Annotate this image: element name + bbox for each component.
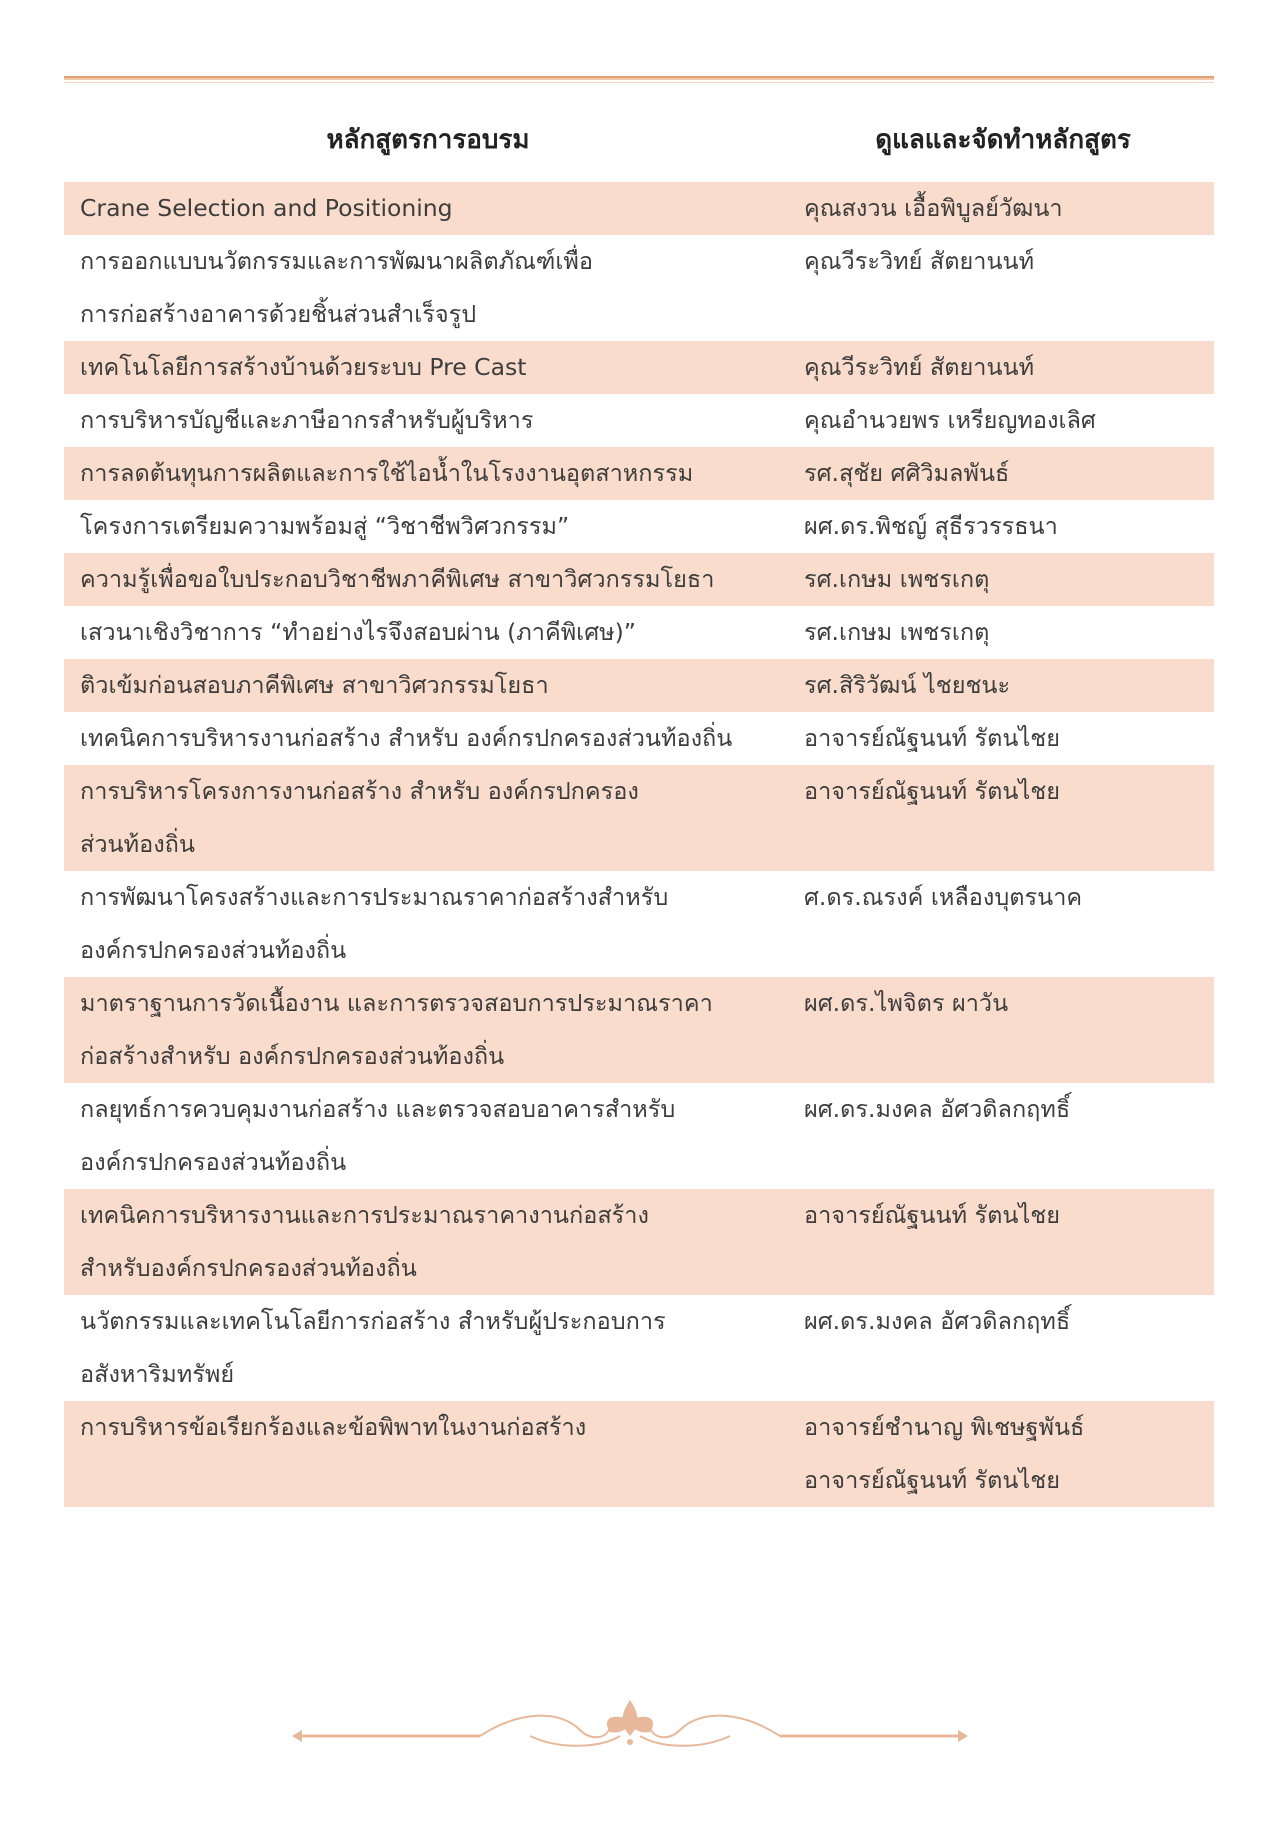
table-row (64, 182, 1214, 235)
course-cell (64, 606, 794, 659)
table-header (64, 96, 1214, 182)
course-line: ก่อสร้างสำหรับ องค์กรปกครองส่วนท้องถิ่น (80, 1042, 505, 1070)
owner-cell (794, 341, 1214, 394)
owner-cell (794, 871, 1214, 977)
course-line: การพัฒนาโครงสร้างและการประมาณราคาก่อสร้างสำหรับ (80, 883, 669, 911)
owner-line: คุณวีระวิทย์ สัตยานนท์ (804, 247, 1035, 275)
table-row (64, 500, 1214, 553)
course-line: นวัตกรรมและเทคโนโลยีการก่อสร้าง สำหรับผู้ประกอบการ (80, 1307, 666, 1335)
table-row (64, 1083, 1214, 1189)
owner-cell (794, 447, 1214, 500)
course-line: ความรู้เพื่อขอใบประกอบวิชาชีพภาคีพิเศษ สาขาวิศวกรรมโยธา (80, 565, 715, 593)
owner-line: รศ.เกษม เพชรเกตุ (804, 618, 990, 646)
course-cell (64, 659, 794, 712)
course-line: ติวเข้มก่อนสอบภาคีพิเศษ สาขาวิศวกรรมโยธา (80, 671, 549, 699)
course-line: การออกแบบนวัตกรรมและการพัฒนาผลิตภัณฑ์เพื่อ (80, 247, 594, 275)
owner-cell (794, 394, 1214, 447)
course-line: เสวนาเชิงวิชาการ “ทำอย่างไรจึงสอบผ่าน (ภาคีพิเศษ)” (80, 618, 636, 646)
table-body (64, 182, 1214, 1507)
top-rule (64, 76, 1214, 80)
table-row (64, 606, 1214, 659)
course-line: การบริหารบัญชีและภาษีอากรสำหรับผู้บริหาร (80, 406, 534, 434)
owner-cell (794, 235, 1214, 341)
course-cell (64, 712, 794, 765)
table-row (64, 1189, 1214, 1295)
owner-line: ผศ.ดร.พิชญ์ สุธีรวรรธนา (804, 512, 1058, 540)
course-line: อสังหาริมทรัพย์ (80, 1360, 235, 1388)
owner-cell (794, 553, 1214, 606)
owner-line: อาจารย์ชำนาญ พิเชษฐพันธ์ (804, 1413, 1085, 1441)
course-table (64, 96, 1214, 1507)
course-cell (64, 1189, 794, 1295)
owner-line: อาจารย์ณัฐนนท์ รัตนไชย (804, 724, 1061, 752)
header-owner: ดูแลและจัดทำหลักสูตร (875, 124, 1131, 155)
course-line: การลดต้นทุนการผลิตและการใช้ไอน้ำในโรงงานอุตสาหกรรม (80, 459, 694, 487)
owner-cell (794, 712, 1214, 765)
course-cell (64, 182, 794, 235)
table-row (64, 341, 1214, 394)
course-line: การบริหารโครงการงานก่อสร้าง สำหรับ องค์กรปกครอง (80, 777, 639, 805)
owner-line: รศ.เกษม เพชรเกตุ (804, 565, 990, 593)
course-line: การบริหารข้อเรียกร้องและข้อพิพาทในงานก่อสร้าง (80, 1413, 587, 1441)
owner-line: รศ.สุชัย ศศิวิมลพันธ์ (804, 459, 1010, 487)
course-cell (64, 1295, 794, 1401)
course-cell (64, 765, 794, 871)
table-row (64, 235, 1214, 341)
owner-cell (794, 182, 1214, 235)
course-cell (64, 1083, 794, 1189)
course-line: เทคนิคการบริหารงานก่อสร้าง สำหรับ องค์กรปกครองส่วนท้องถิ่น (80, 724, 733, 752)
owner-cell (794, 500, 1214, 553)
course-cell (64, 553, 794, 606)
owner-line: อาจารย์ณัฐนนท์ รัตนไชย (804, 1201, 1061, 1229)
floral-ornament-icon (280, 1690, 980, 1760)
header-course: หลักสูตรการอบรม (326, 124, 530, 155)
course-line: มาตราฐานการวัดเนื้องาน และการตรวจสอบการประมาณราคา (80, 989, 713, 1017)
owner-line: คุณอำนวยพร เหรียญทองเลิศ (804, 406, 1096, 434)
course-line: Crane Selection and Positioning (80, 194, 453, 222)
course-cell (64, 341, 794, 394)
owner-cell (794, 1189, 1214, 1295)
course-cell (64, 235, 794, 341)
course-line: โครงการเตรียมความพร้อมสู่ “วิชาชีพวิศวกรรม” (80, 512, 570, 540)
table-row (64, 977, 1214, 1083)
table-row (64, 659, 1214, 712)
owner-line: ผศ.ดร.มงคล อัศวดิลกฤทธิ์ (804, 1307, 1071, 1335)
course-line: สำหรับองค์กรปกครองส่วนท้องถิ่น (80, 1254, 417, 1282)
course-cell (64, 447, 794, 500)
course-cell (64, 394, 794, 447)
owner-cell (794, 1401, 1214, 1507)
owner-cell (794, 1083, 1214, 1189)
course-line: การก่อสร้างอาคารด้วยชิ้นส่วนสำเร็จรูป (80, 300, 477, 328)
owner-line: อาจารย์ณัฐนนท์ รัตนไชย (804, 777, 1061, 805)
table-row (64, 1295, 1214, 1401)
owner-line: ศ.ดร.ณรงค์ เหลืองบุตรนาค (804, 883, 1083, 911)
course-cell (64, 500, 794, 553)
owner-cell (794, 765, 1214, 871)
owner-cell (794, 659, 1214, 712)
course-line: ส่วนท้องถิ่น (80, 830, 195, 858)
course-line: กลยุทธ์การควบคุมงานก่อสร้าง และตรวจสอบอาคารสำหรับ (80, 1095, 676, 1123)
table-row (64, 447, 1214, 500)
course-cell (64, 871, 794, 977)
table-row (64, 553, 1214, 606)
course-line: เทคนิคการบริหารงานและการประมาณราคางานก่อสร้าง (80, 1201, 649, 1229)
course-cell (64, 1401, 794, 1507)
course-line: องค์กรปกครองส่วนท้องถิ่น (80, 936, 347, 964)
course-line: เทคโนโลยีการสร้างบ้านด้วยระบบ Pre Cast (80, 353, 527, 381)
course-cell (64, 977, 794, 1083)
owner-line: ผศ.ดร.ไพจิตร ผาวัน (804, 989, 1009, 1017)
top-rule-thin (64, 82, 1214, 83)
owner-line: คุณวีระวิทย์ สัตยานนท์ (804, 353, 1035, 381)
table-row (64, 394, 1214, 447)
course-line: องค์กรปกครองส่วนท้องถิ่น (80, 1148, 347, 1176)
owner-cell (794, 1295, 1214, 1401)
owner-cell (794, 606, 1214, 659)
table-row (64, 871, 1214, 977)
owner-cell (794, 977, 1214, 1083)
owner-line: อาจารย์ณัฐนนท์ รัตนไชย (804, 1466, 1061, 1494)
owner-line: รศ.สิริวัฒน์ ไชยชนะ (804, 671, 1011, 699)
table-row (64, 1401, 1214, 1507)
owner-line: คุณสงวน เอื้อพิบูลย์วัฒนา (804, 194, 1063, 222)
owner-line: ผศ.ดร.มงคล อัศวดิลกฤทธิ์ (804, 1095, 1071, 1123)
table-row (64, 765, 1214, 871)
table-row (64, 712, 1214, 765)
